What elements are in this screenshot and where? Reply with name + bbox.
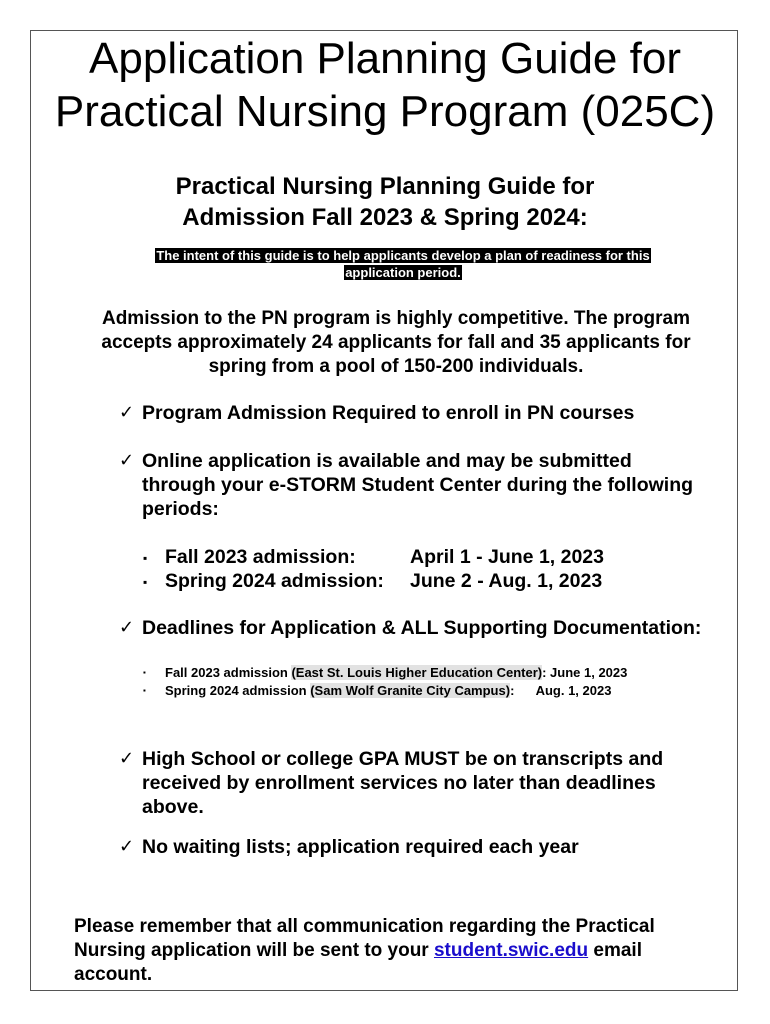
deadline-text bbox=[165, 664, 627, 681]
closing-text: Nursing application will be sent to your bbox=[74, 940, 434, 961]
admission-paragraph-line-3: spring from a pool of 150-200 individuals. bbox=[208, 356, 584, 377]
closing-text: email bbox=[588, 940, 642, 961]
checklist-item-text: above. bbox=[142, 796, 204, 818]
subtitle-line-1: Practical Nursing Planning Guide for bbox=[175, 173, 595, 200]
closing-line-1: Please remember that all communication regarding the Practical bbox=[74, 916, 655, 937]
checklist-item-text: Program Admission Required to enroll in PN courses bbox=[142, 402, 635, 424]
checklist-item-text: received by enrollment services no later than deadlines bbox=[142, 772, 656, 794]
closing-line-2 bbox=[74, 939, 724, 963]
checklist-item-text: Deadlines for Application & ALL Supporting Documentation: bbox=[142, 617, 702, 639]
page-title-line-2: Practical Nursing Program (025C) bbox=[54, 87, 716, 136]
period-dates: April 1 - June 1, 2023 bbox=[410, 546, 605, 568]
checkmark-icon: ✓ bbox=[119, 836, 135, 857]
document-page bbox=[30, 30, 738, 991]
deadline-date: : June 1, 2023 bbox=[542, 665, 628, 680]
deadline-text bbox=[165, 682, 611, 699]
intro-line-2 bbox=[113, 265, 693, 281]
closing-line-3: account. bbox=[74, 964, 153, 985]
intro-text-1: The intent of this guide is to help applicants develop a plan of readiness for this bbox=[156, 248, 650, 263]
checkmark-icon: ✓ bbox=[119, 748, 135, 769]
checklist-item-text: periods: bbox=[142, 498, 219, 520]
period-label: Spring 2024 admission: bbox=[165, 570, 384, 592]
student-email-link[interactable]: student.swic.edu bbox=[433, 940, 589, 961]
checklist-item-text: through your e-STORM Student Center during the following bbox=[142, 474, 694, 496]
page-title-line-1: Application Planning Guide for bbox=[89, 34, 681, 83]
checklist-item-text: No waiting lists; application required each year bbox=[142, 836, 579, 858]
admission-paragraph-line-1: Admission to the PN program is highly competitive. The program bbox=[101, 308, 691, 329]
bullet-icon: ▪ bbox=[143, 686, 146, 695]
checkmark-icon: ✓ bbox=[119, 450, 135, 471]
deadline-location: (Sam Wolf Granite City Campus) bbox=[310, 683, 511, 698]
deadline-date: : Aug. 1, 2023 bbox=[510, 683, 612, 698]
checklist-item-text: Online application is available and may be submitted bbox=[142, 450, 632, 472]
period-dates: June 2 - Aug. 1, 2023 bbox=[410, 570, 603, 592]
checkmark-icon: ✓ bbox=[119, 617, 135, 638]
deadline-location: (East St. Louis Higher Education Center) bbox=[291, 665, 543, 680]
bullet-icon: ▪ bbox=[143, 551, 148, 565]
deadline-label: Fall 2023 admission bbox=[165, 665, 292, 680]
period-label: Fall 2023 admission: bbox=[165, 546, 356, 568]
subtitle-line-2: Admission Fall 2023 & Spring 2024: bbox=[182, 204, 588, 231]
checklist-item-text: High School or college GPA MUST be on transcripts and bbox=[142, 748, 664, 770]
intro-text-2: application period. bbox=[345, 265, 461, 280]
intro-line-1 bbox=[113, 248, 693, 264]
bullet-icon: ▪ bbox=[143, 668, 146, 677]
admission-paragraph-line-2: accepts approximately 24 applicants for fall and 35 applicants for bbox=[101, 332, 691, 353]
checkmark-icon: ✓ bbox=[119, 402, 135, 423]
bullet-icon: ▪ bbox=[143, 575, 148, 589]
deadline-label: Spring 2024 admission bbox=[165, 683, 311, 698]
